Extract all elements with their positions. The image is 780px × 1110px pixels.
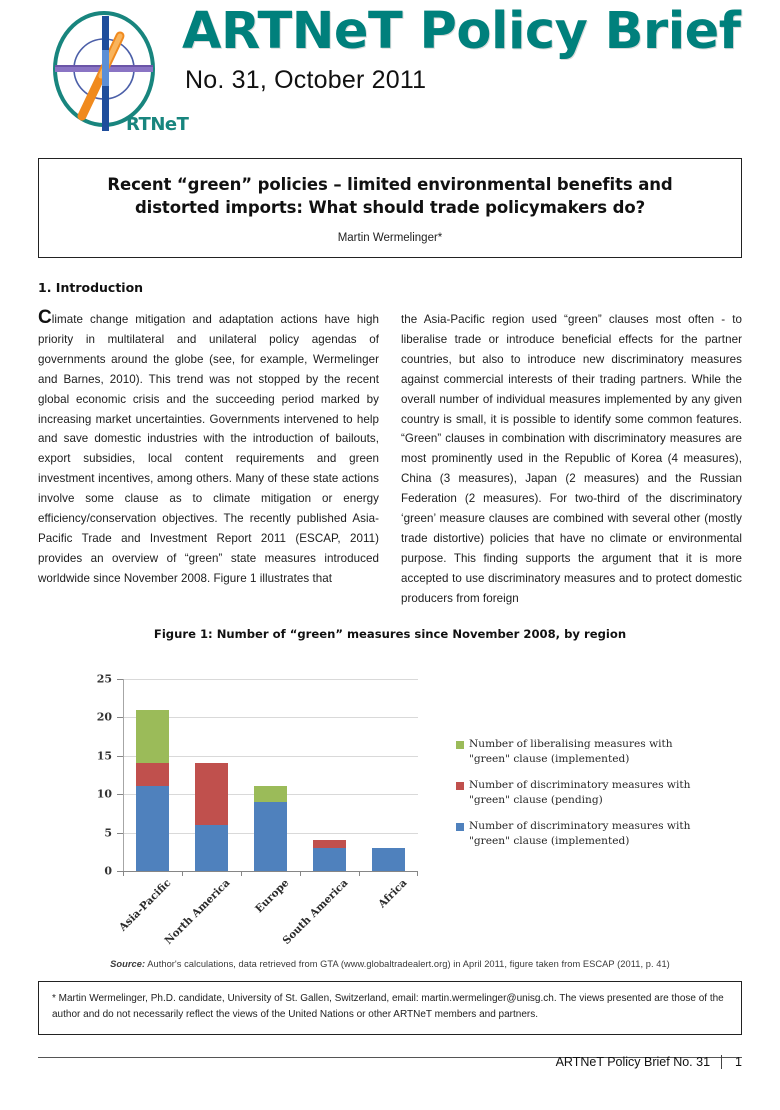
chart-bar-segment bbox=[136, 710, 169, 764]
issue-line: No. 31, October 2011 bbox=[185, 66, 427, 94]
masthead bbox=[38, 0, 742, 150]
source-text: Author's calculations, data retrieved from GTA (www.globaltradealert.org) in April 2011, figure taken from ESCAP (2011, p. 41) bbox=[145, 958, 670, 969]
chart-x-tick-label: North America bbox=[162, 876, 232, 947]
chart-x-tick-mark bbox=[241, 871, 242, 876]
chart-x-tick-label: Europe bbox=[252, 876, 291, 916]
chart-bar-segment bbox=[372, 848, 405, 871]
source-label: Source: bbox=[110, 958, 146, 969]
body-column-right bbox=[401, 308, 742, 609]
footnote-box bbox=[38, 981, 742, 1035]
chart-legend-label: Number of discriminatory measures with "green" clause (pending) bbox=[469, 778, 691, 806]
chart-legend bbox=[456, 737, 691, 860]
section-heading-introduction: 1. Introduction bbox=[38, 279, 144, 295]
chart-legend-item bbox=[456, 737, 691, 767]
chart-legend-item bbox=[456, 778, 691, 808]
footer-content bbox=[556, 1046, 742, 1069]
chart-bar bbox=[195, 763, 228, 871]
chart-bar-segment bbox=[136, 763, 169, 786]
figure-1 bbox=[38, 627, 742, 969]
chart-bar-segment bbox=[195, 763, 228, 824]
chart-y-tick-label: 25 bbox=[96, 672, 112, 686]
chart-legend-label: Number of discriminatory measures with "green" clause (implemented) bbox=[469, 820, 691, 848]
chart-y-tick-label: 10 bbox=[96, 787, 112, 801]
chart-x-axis-labels bbox=[116, 876, 418, 947]
chart-x-tick-marks bbox=[123, 871, 418, 876]
chart-legend-swatch bbox=[456, 782, 464, 790]
chart-bars bbox=[123, 679, 418, 871]
intro-text-left: limate change mitigation and adaptation actions have high priority in multilateral and unilateral policy agendas of governments around the globe (see, for example, Wermelinger and Barnes, 2010). This trend was not stopped by the recent global economic crisis and the succeeding period marked by increasing market uncertainties. Governments intervened to help and save domestic industries with the introduction of bailouts, export subsidies, local content requirements and green investment incentives, among others. Many of these state actions involve some clause as to climate mitigation or energy efficiency/conservation objectives. The recently published Asia-Pacific Trade and Investment Report 2011 (ESCAP, 2011) provides an overview of “green” state measures introduced worldwide since November 2008. Figure 1 illustrates that bbox=[38, 312, 379, 586]
chart-bar-segment bbox=[195, 825, 228, 871]
chart-bar bbox=[313, 840, 346, 871]
brand-title: ARTNeT Policy Brief bbox=[182, 2, 741, 61]
chart-x-tick-mark bbox=[417, 871, 418, 876]
masthead-text bbox=[178, 0, 742, 95]
chart-bar-segment bbox=[136, 786, 169, 870]
chart-x-tick-label: Africa bbox=[375, 876, 409, 911]
chart-bar-segment bbox=[254, 802, 287, 871]
chart-legend-swatch bbox=[456, 741, 464, 749]
logo-wordmark: RTNeT bbox=[126, 114, 189, 135]
chart-stacked-bar bbox=[38, 649, 742, 949]
chart-y-tick-label: 0 bbox=[104, 864, 112, 878]
chart-y-tick-label: 5 bbox=[104, 826, 112, 839]
chart-legend-swatch bbox=[456, 823, 464, 831]
page-footer bbox=[38, 1046, 742, 1069]
chart-legend-item bbox=[456, 819, 691, 849]
chart-bar-segment bbox=[254, 786, 287, 801]
chart-bar bbox=[254, 786, 287, 870]
chart-y-tick-label: 15 bbox=[96, 749, 112, 763]
figure-caption: Figure 1: Number of “green” measures since November 2008, by region bbox=[153, 626, 627, 641]
footer-brief-label: ARTNeT Policy Brief No. 31 bbox=[555, 1055, 711, 1070]
chart-x-tick-mark bbox=[359, 871, 360, 876]
article-title-box bbox=[38, 158, 742, 258]
chart-x-tick-mark bbox=[182, 871, 183, 876]
body-column-left bbox=[38, 308, 379, 609]
chart-bar bbox=[136, 710, 169, 871]
chart-x-tick-mark bbox=[123, 871, 124, 876]
artnet-logo bbox=[38, 6, 189, 146]
chart-y-axis-labels bbox=[78, 672, 112, 878]
intro-paragraph-right: the Asia-Pacific region used “green” clauses most often - to liberalise trade or introduce beneficial effects for the partner countries, but also to introduce new discriminatory measures against commercial interests of their trading partners. While the overall number of individual measures implemented by any given country is small, it is possible to identify some common features. “Green” clauses in combination with discriminatory measures are most prominently used in the Republic of Korea (4 measures), China (3 measures), Japan (2 measures) and the Russian Federation (2 measures). For two-third of the discriminatory ‘green’ measure clauses are combined with several other (mostly trade distortive) policies that have no climate or environmental purpose. This finding supports the argument that it is more accepted to use discriminatory measures and to protect domestic producers from foreign bbox=[401, 312, 742, 605]
figure-source-note bbox=[38, 959, 742, 969]
article-author: Martin Wermelinger* bbox=[337, 231, 443, 244]
chart-y-tick-label: 20 bbox=[96, 710, 112, 724]
footnote-text: * Martin Wermelinger, Ph.D. candidate, University of St. Gallen, Switzerland, email: martin.wermelinger@unisg.ch. The views presented are those of the author and do not necessarily reflect the views of the United Nations or other ARTNeT members and partners. bbox=[52, 992, 724, 1021]
chart-bar-segment bbox=[313, 840, 346, 848]
drop-cap: C bbox=[38, 306, 52, 328]
intro-paragraph-left bbox=[38, 308, 379, 589]
footer-page-number: 1 bbox=[721, 1055, 742, 1069]
chart-bar bbox=[372, 848, 405, 871]
body-columns bbox=[38, 308, 742, 609]
chart-x-tick-label: Asia-Pacific bbox=[116, 876, 173, 934]
chart-bar-segment bbox=[313, 848, 346, 871]
chart-legend-label: Number of liberalising measures with "green" clause (implemented) bbox=[469, 737, 673, 765]
chart-x-tick-label: South America bbox=[279, 876, 350, 947]
article-title: Recent “green” policies – limited environmental benefits and distorted imports: What should trade policymakers do? bbox=[107, 175, 673, 218]
chart-x-tick-mark bbox=[300, 871, 301, 876]
